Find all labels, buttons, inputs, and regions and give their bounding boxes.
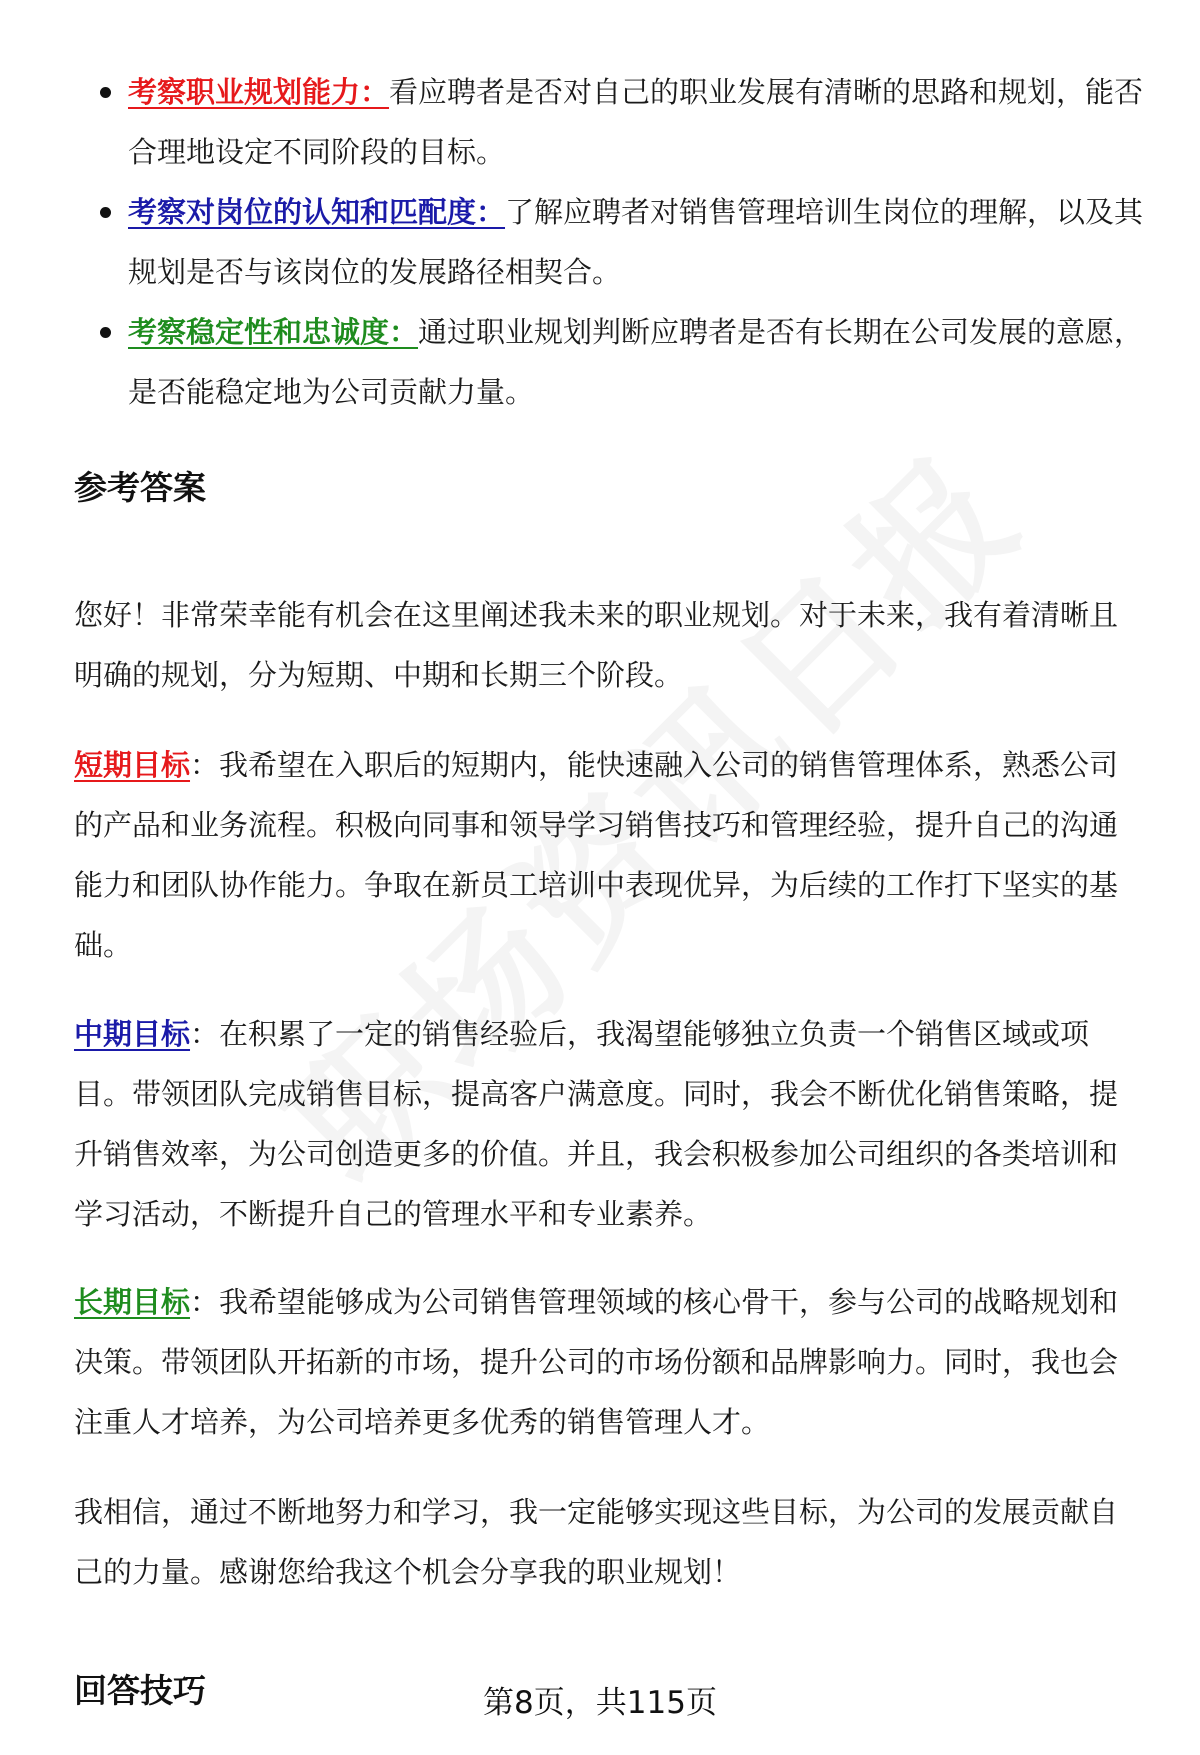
bullet-text: 了解应聘者对销售管理培训生岗位的理解，以及其规划是否与该岗位的发展路径相契合。 xyxy=(128,195,1144,289)
list-item xyxy=(74,302,1144,422)
mid-term-goal-label: 中期目标 xyxy=(74,1017,191,1051)
long-term-goal-paragraph xyxy=(74,1272,1144,1452)
long-term-goal-label: 长期目标 xyxy=(74,1285,191,1319)
goal-separator: ： xyxy=(190,748,220,782)
page-number-footer: 第8页，共115页 xyxy=(483,1685,717,1721)
goal-separator: ： xyxy=(190,1017,220,1051)
short-term-goal-label: 短期目标 xyxy=(74,748,191,782)
bullet-label: 考察职业规划能力： xyxy=(128,75,390,109)
bullet-text: 通过职业规划判断应聘者是否有长期在公司发展的意愿，是否能稳定地为公司贡献力量。 xyxy=(128,315,1144,409)
bullet-label: 考察稳定性和忠诚度： xyxy=(128,315,419,349)
mid-term-goal-paragraph xyxy=(74,1004,1144,1244)
section-heading-reference-answer: 参考答案 xyxy=(74,468,206,507)
short-term-goal-text: 我希望在入职后的短期内，能快速融入公司的销售管理体系，熟悉公司的产品和业务流程。积极向同事和领导学习销售技巧和管理经验，提升自己的沟通能力和团队协作能力。争取在新员工培训中表现优异，为后续的工作打下坚实的基础。 xyxy=(74,748,1119,962)
bullet-dot-icon xyxy=(100,87,111,98)
list-item xyxy=(74,182,1144,302)
intro-paragraph: 您好！非常荣幸能有机会在这里阐述我未来的职业规划。对于未来，我有着清晰且明确的规划，分为短期、中期和长期三个阶段。 xyxy=(74,598,1119,692)
short-term-goal-paragraph xyxy=(74,735,1144,975)
closing-paragraph: 我相信，通过不断地努力和学习，我一定能够实现这些目标，为公司的发展贡献自己的力量。感谢您给我这个机会分享我的职业规划！ xyxy=(74,1495,1119,1589)
list-item xyxy=(74,62,1144,182)
long-term-goal-text: 我希望能够成为公司销售管理领域的核心骨干，参与公司的战略规划和决策。带领团队开拓新的市场，提升公司的市场份额和品牌影响力。同时，我也会注重人才培养，为公司培养更多优秀的销售管理人才。 xyxy=(74,1285,1119,1439)
mid-term-goal-text: 在积累了一定的销售经验后，我渴望能够独立负责一个销售区域或项目。带领团队完成销售目标，提高客户满意度。同时，我会不断优化销售策略，提升销售效率，为公司创造更多的价值。并且，我会积极参加公司组织的各类培训和学习活动，不断提升自己的管理水平和专业素养。 xyxy=(74,1017,1119,1231)
goal-separator: ： xyxy=(190,1285,220,1319)
bullet-text: 看应聘者是否对自己的职业发展有清晰的思路和规划，能否合理地设定不同阶段的目标。 xyxy=(128,75,1144,169)
section-heading-answer-tips: 回答技巧 xyxy=(74,1671,206,1710)
bullet-label: 考察对岗位的认知和匹配度： xyxy=(128,195,506,229)
bullet-dot-icon xyxy=(100,207,111,218)
bullet-dot-icon xyxy=(100,327,111,338)
evaluation-points-list xyxy=(74,62,1144,422)
